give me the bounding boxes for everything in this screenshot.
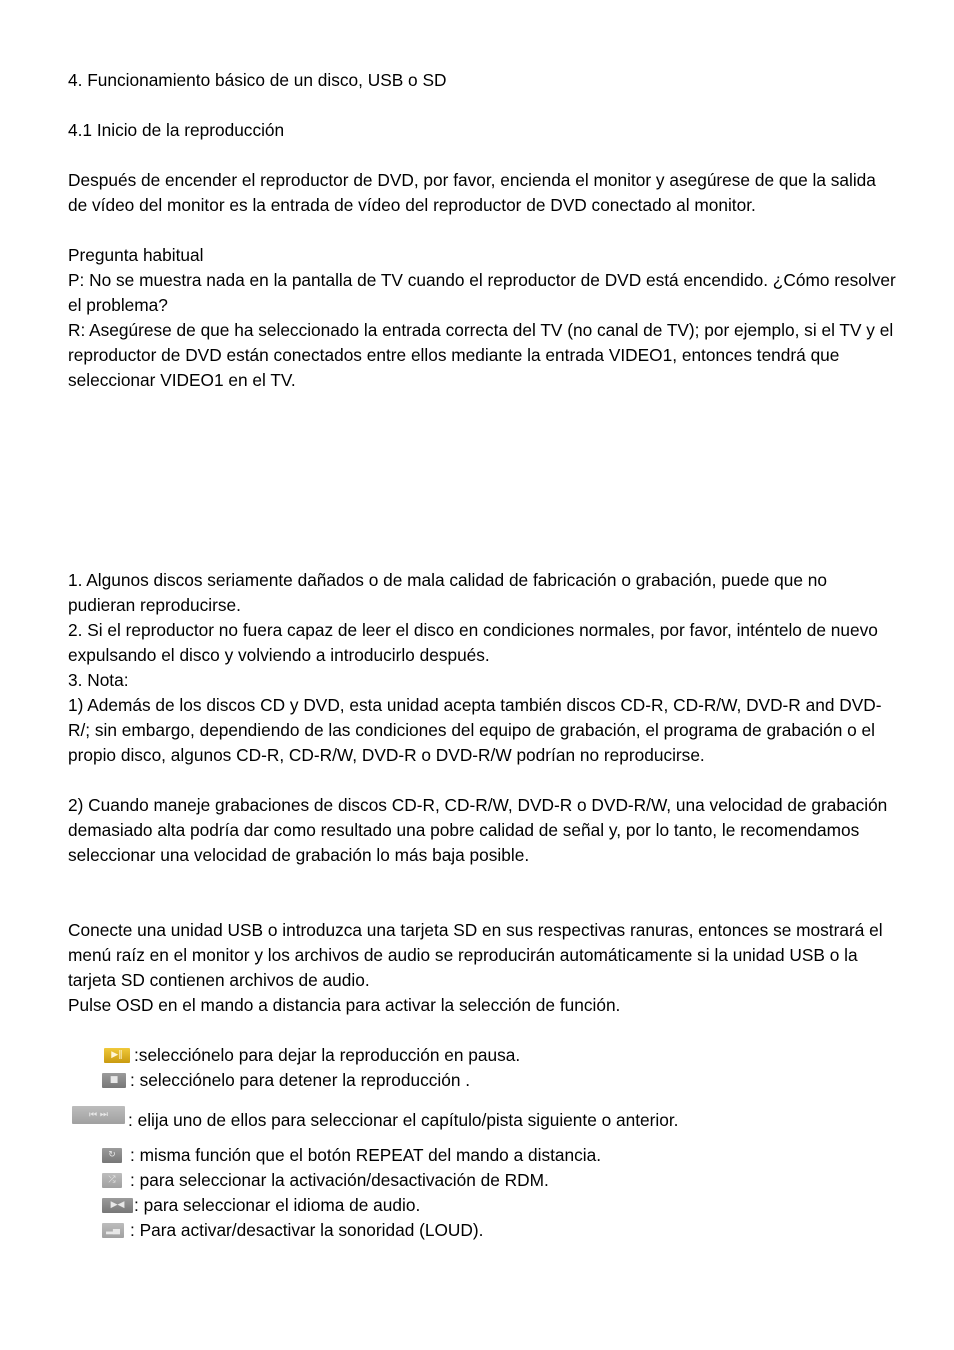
- faq-answer: R: Asegúrese de que ha seleccionado la entrada correcta del TV (no canal de TV); por ejemplo, si el TV y el reproductor de DVD están conectados entre ellos mediante la entrada VIDEO1, entonces tendrá que seleccionar VIDEO1 en el TV.: [68, 320, 894, 390]
- note-item-3: 3. Nota:: [68, 670, 129, 690]
- note-sub-1: 1) Además de los discos CD y DVD, esta unidad acepta también discos CD-R, CD-R/W, DVD-R and DVD-R/; sin embargo, dependiendo de las condiciones del equipo de grabación, el programa de grabación o el propio disco, algunos CD-R, CD-R/W, DVD-R o DVD-R/W podrían no reproducirse.: [68, 695, 882, 765]
- prev-next-icon: ⏮ ⏭: [72, 1106, 125, 1124]
- function-description: : para seleccionar el idioma de audio.: [134, 1195, 421, 1215]
- repeat-icon: ↻: [102, 1148, 122, 1163]
- function-description: : misma función que el botón REPEAT del mando a distancia.: [130, 1145, 602, 1165]
- note-item-2: 2. Si el reproductor no fuera capaz de leer el disco en condiciones normales, por favor, inténtelo de nuevo expulsando el disco y volviendo a introducirlo después.: [68, 620, 878, 665]
- stop-icon: ■: [102, 1073, 126, 1088]
- faq-question: P: No se muestra nada en la pantalla de TV cuando el reproductor de DVD está encendido. ¿Cómo resolver el problema?: [68, 270, 896, 315]
- pause-icon: ▶‖: [104, 1048, 130, 1063]
- function-description: : Para activar/desactivar la sonoridad (LOUD).: [130, 1220, 484, 1240]
- section-heading: 4. Funcionamiento básico de un disco, USB o SD: [68, 70, 447, 90]
- function-description: : para seleccionar la activación/desactivación de RDM.: [130, 1170, 549, 1190]
- faq-title: Pregunta habitual: [68, 245, 204, 265]
- shuffle-icon: ⤮: [102, 1173, 122, 1188]
- function-description: : selecciónelo para detener la reproducción .: [130, 1070, 471, 1090]
- subsection-heading: 4.1 Inicio de la reproducción: [68, 120, 285, 140]
- osd-instruction: Pulse OSD en el mando a distancia para activar la selección de función.: [68, 995, 621, 1015]
- audio-language-icon: ▶◀: [102, 1198, 133, 1213]
- note-sub-2: 2) Cuando maneje grabaciones de discos CD-R, CD-R/W, DVD-R o DVD-R/W, una velocidad de grabación demasiado alta podría dar como resultado una pobre calidad de señal y, por lo tanto, le recomendamos seleccionar una velocidad de grabación lo más baja posible.: [68, 795, 888, 865]
- intro-paragraph: Después de encender el reproductor de DVD, por favor, encienda el monitor y asegúrese de que la salida de vídeo del monitor es la entrada de vídeo del reproductor de DVD conectado al monitor.: [68, 170, 876, 215]
- note-item-1: 1. Algunos discos seriamente dañados o de mala calidad de fabricación o grabación, puede que no pudieran reproducirse.: [68, 570, 827, 615]
- usb-paragraph: Conecte una unidad USB o introduzca una tarjeta SD en sus respectivas ranuras, entonces se mostrará el menú raíz en el monitor y los archivos de audio se reproducirán automáticamente si la unidad USB o la tarjeta SD contienen archivos de audio.: [68, 920, 883, 990]
- function-description: :selecciónelo para dejar la reproducción en pausa.: [134, 1045, 521, 1065]
- loudness-icon: ▂▄: [102, 1223, 124, 1238]
- function-description: : elija uno de ellos para seleccionar el capítulo/pista siguiente o anterior.: [128, 1110, 679, 1130]
